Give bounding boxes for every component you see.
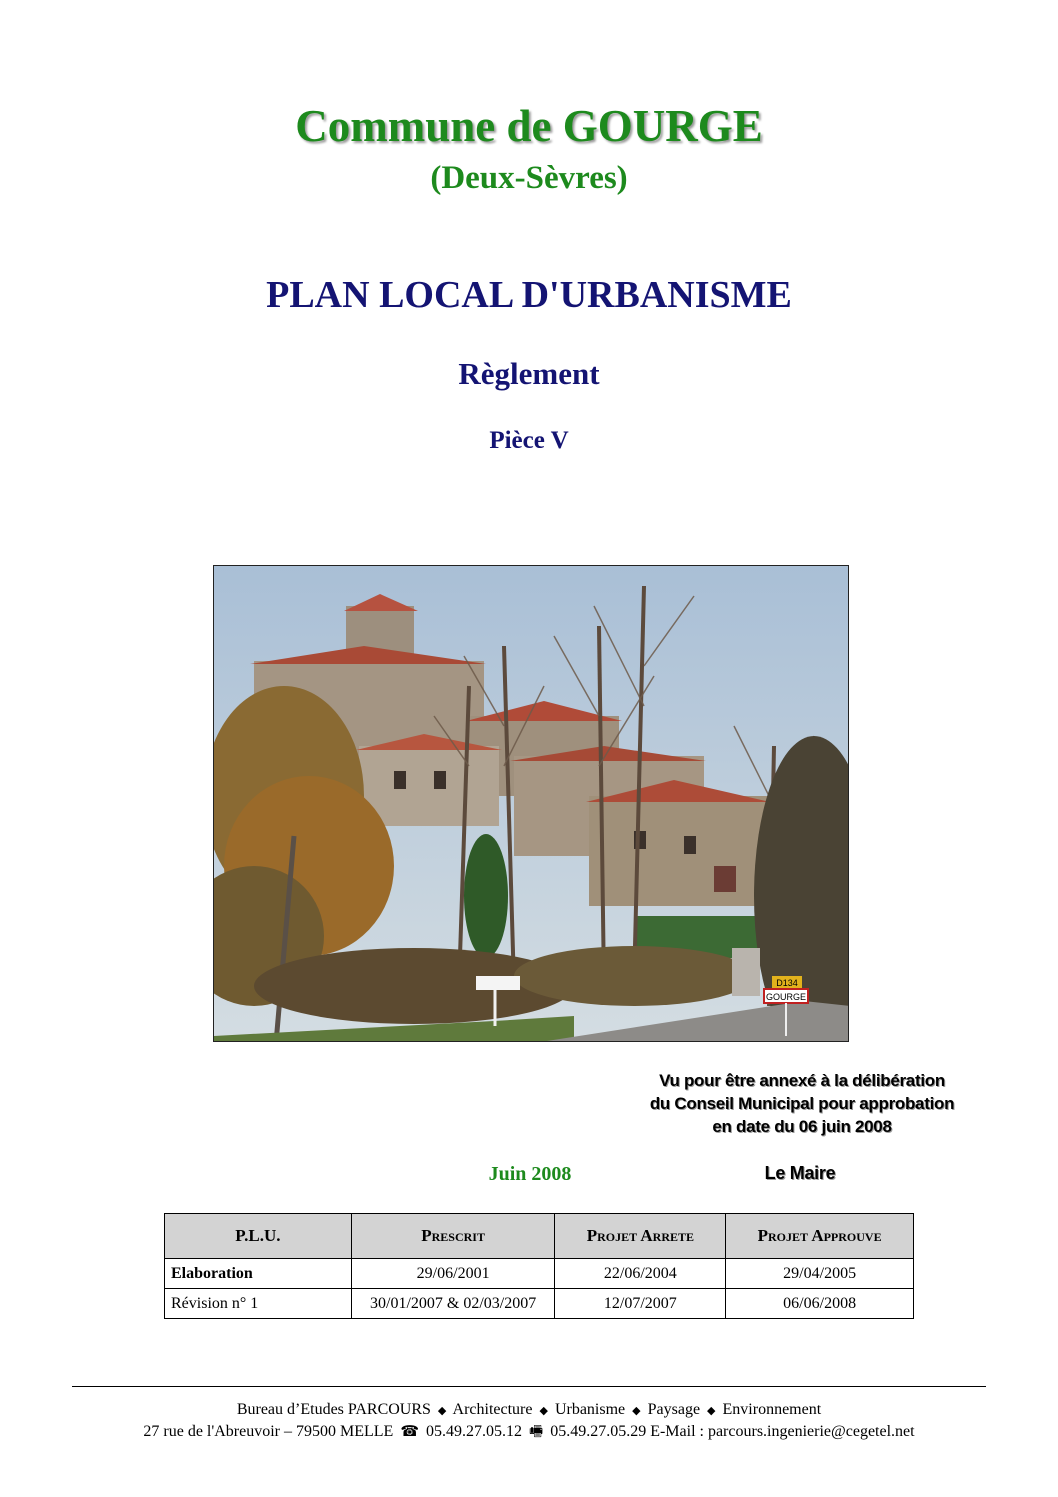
footer-email-label: E-Mail : bbox=[650, 1423, 704, 1440]
table-cell: 29/06/2001 bbox=[351, 1259, 555, 1289]
table-header-row bbox=[165, 1214, 914, 1259]
approval-note bbox=[600, 1069, 1004, 1138]
table-row bbox=[165, 1259, 914, 1289]
footer-company: Bureau d’Etudes PARCOURS bbox=[236, 1401, 431, 1418]
diamond-separator-icon: ◆ bbox=[632, 1405, 641, 1417]
table-row bbox=[165, 1289, 914, 1319]
piece-number: Pièce V bbox=[489, 427, 569, 454]
table-cell: Révision n° 1 bbox=[165, 1289, 352, 1319]
fax-icon: 🖷 bbox=[529, 1424, 544, 1440]
document-subtitle: Règlement bbox=[458, 356, 600, 391]
table-header-cell: Prescrit bbox=[351, 1214, 555, 1259]
footer-service: Architecture bbox=[452, 1401, 533, 1418]
road-number-sign-text: D134 bbox=[776, 978, 798, 988]
table-header-cell: P.L.U. bbox=[165, 1214, 352, 1259]
footer-email[interactable]: parcours.ingenierie@cegetel.net bbox=[707, 1423, 915, 1440]
footer-address: 27 rue de l'Abreuvoir – 79500 MELLE bbox=[143, 1423, 394, 1440]
footer-contact-line bbox=[0, 1421, 1058, 1446]
signatory-label: Le Maire bbox=[764, 1163, 836, 1183]
town-sign-text: GOURGE bbox=[765, 992, 807, 1002]
commune-title: Commune de GOURGE bbox=[295, 101, 763, 151]
table-header-cell: Projet Approuve bbox=[726, 1214, 914, 1259]
footer-service: Urbanisme bbox=[554, 1401, 626, 1418]
footer-phone: 05.49.27.05.12 bbox=[426, 1423, 523, 1440]
table-cell: 30/01/2007 & 02/03/2007 bbox=[351, 1289, 555, 1319]
diamond-separator-icon: ◆ bbox=[539, 1405, 548, 1417]
table-cell: 29/04/2005 bbox=[726, 1259, 914, 1289]
footer-service: Paysage bbox=[647, 1401, 701, 1418]
table-cell: 22/06/2004 bbox=[555, 1259, 726, 1289]
table-cell: 06/06/2008 bbox=[726, 1289, 914, 1319]
departement-subtitle: (Deux-Sèvres) bbox=[430, 160, 628, 196]
plu-history-table bbox=[164, 1213, 914, 1319]
footer-divider bbox=[72, 1386, 986, 1387]
village-photo bbox=[213, 565, 849, 1042]
table-cell: 12/07/2007 bbox=[555, 1289, 726, 1319]
footer-service: Environnement bbox=[722, 1401, 822, 1418]
diamond-separator-icon: ◆ bbox=[707, 1405, 716, 1417]
document-title: PLAN LOCAL D'URBANISME bbox=[266, 274, 792, 316]
telephone-icon: ☎ bbox=[400, 1424, 420, 1440]
footer-company-line bbox=[0, 1401, 1058, 1419]
footer-fax: 05.49.27.05.29 bbox=[550, 1423, 647, 1440]
approval-line-1: Vu pour être annexé à la délibération bbox=[659, 1071, 945, 1090]
table-header-cell: Projet Arrete bbox=[555, 1214, 726, 1259]
approval-line-3: en date du 06 juin 2008 bbox=[712, 1117, 892, 1136]
document-date: Juin 2008 bbox=[488, 1163, 572, 1185]
table-cell: Elaboration bbox=[165, 1259, 352, 1289]
approval-line-2: du Conseil Municipal pour approbation bbox=[649, 1094, 955, 1113]
diamond-separator-icon: ◆ bbox=[437, 1405, 447, 1417]
